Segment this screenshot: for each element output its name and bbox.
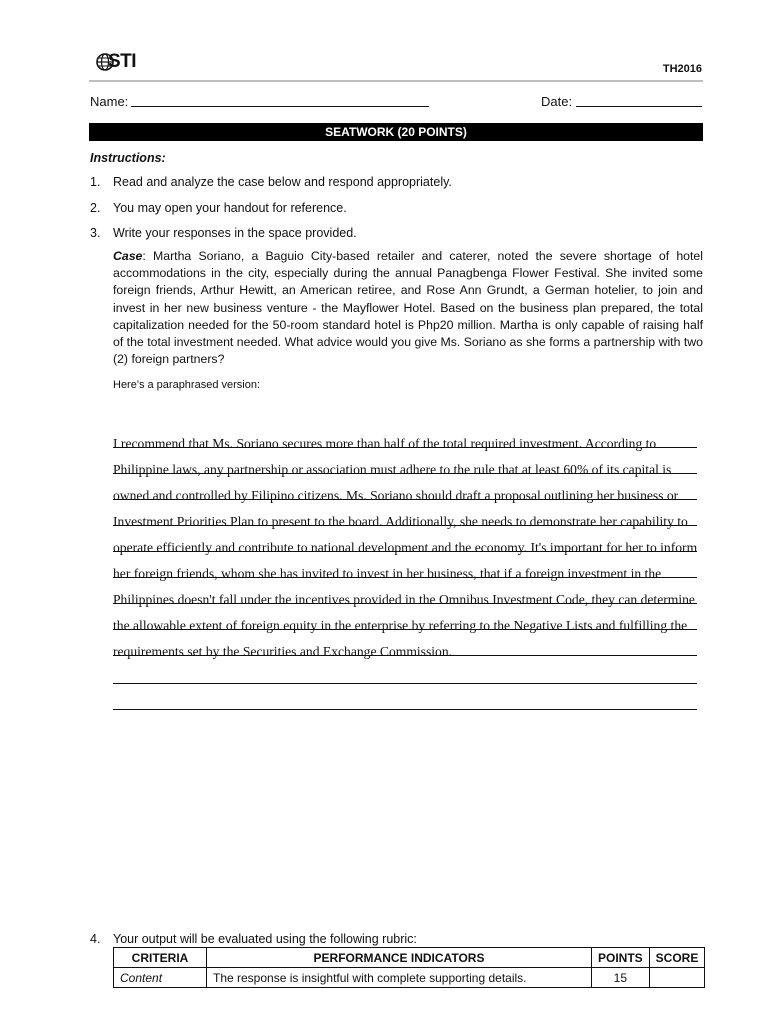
answer-line: the allowable extent of foreign equity in the enterprise by referring to the Negative Lists and fulfilling the xyxy=(113,618,688,633)
instruction-text: Write your responses in the space provided. xyxy=(113,226,357,240)
instruction-text: Your output will be evaluated using the following rubric: xyxy=(113,932,417,946)
points-cell: 15 xyxy=(592,968,650,988)
column-header: POINTS xyxy=(592,948,650,968)
score-cell[interactable] xyxy=(649,968,705,988)
indicator-cell: The response is insightful with complete supporting details. xyxy=(207,968,592,988)
answer-line: Philippines doesn't fall under the incentives provided in the Omnibus Investment Code, they can determine xyxy=(113,592,695,607)
sti-logo xyxy=(96,50,144,76)
case-paragraph xyxy=(113,248,703,368)
column-header: PERFORMANCE INDICATORS xyxy=(207,948,592,968)
paraphrase-note: Here's a paraphrased version: xyxy=(113,379,261,391)
criteria-cell: Content xyxy=(114,968,207,988)
case-text: : Martha Soriano, a Baguio City-based retailer and caterer, noted the severe shortage of hotel accommodations in the city, especially during the annual Panagbenga Flower Festival. She invited some foreign friends, Arthur Hewitt, an American retiree, and Rose Ann Grundt, a German hotelier, to join and invest in her new business venture - the Mayflower Hotel. Based on the business plan prepared, the total capitalization needed for the 50-room standard hotel is Php20 million. Martha is only capable of raising half of the total investment needed. What advice would you give Ms. Soriano as she forms a partnership with two (2) foreign partners? xyxy=(113,249,703,367)
column-header: SCORE xyxy=(649,948,705,968)
case-label: Case xyxy=(113,249,143,263)
header-divider xyxy=(89,80,703,82)
instruction-number: 3. xyxy=(90,226,101,240)
logo-text: STI xyxy=(108,51,137,72)
rubric-table xyxy=(113,947,705,988)
answer-line: her foreign friends, whom she has invited to invest in her business, that if a foreign investment in the xyxy=(113,566,662,581)
answer-line: requirements set by the Securities and Exchange Commission. xyxy=(113,644,453,659)
instruction-number: 1. xyxy=(90,175,101,189)
name-label: Name: xyxy=(90,94,129,109)
document-code: TH2016 xyxy=(662,63,702,75)
date-label: Date: xyxy=(541,94,573,109)
answer-line: Philippine laws, any partnership or association must adhere to the rule that at least 60% of its capital is xyxy=(113,462,672,477)
instructions-title: Instructions: xyxy=(90,151,166,165)
rubric-header-row xyxy=(114,948,705,968)
answer-area[interactable] xyxy=(113,431,709,665)
name-field[interactable] xyxy=(131,106,429,107)
seatwork-banner: SEATWORK (20 POINTS) xyxy=(89,123,703,141)
column-header: CRITERIA xyxy=(114,948,207,968)
answer-line: Investment Priorities Plan to present to the board. Additionally, she needs to demonstrate her capability to xyxy=(113,514,688,529)
instruction-text: You may open your handout for reference. xyxy=(113,201,347,215)
answer-line: owned and controlled by Filipino citizens. Ms. Soriano should draft a proposal outlining her business or xyxy=(113,488,679,503)
table-row xyxy=(114,968,705,988)
date-field[interactable] xyxy=(576,106,702,107)
answer-rule xyxy=(113,709,697,710)
answer-line: I recommend that Ms. Soriano secures more than half of the total required investment. According to xyxy=(113,436,657,451)
instruction-number: 2. xyxy=(90,201,101,215)
instruction-text: Read and analyze the case below and respond appropriately. xyxy=(113,175,452,189)
answer-rule xyxy=(113,683,697,684)
answer-line: operate efficiently and contribute to national development and the economy. It's important for her to inform xyxy=(113,540,698,555)
instruction-number: 4. xyxy=(90,932,101,946)
